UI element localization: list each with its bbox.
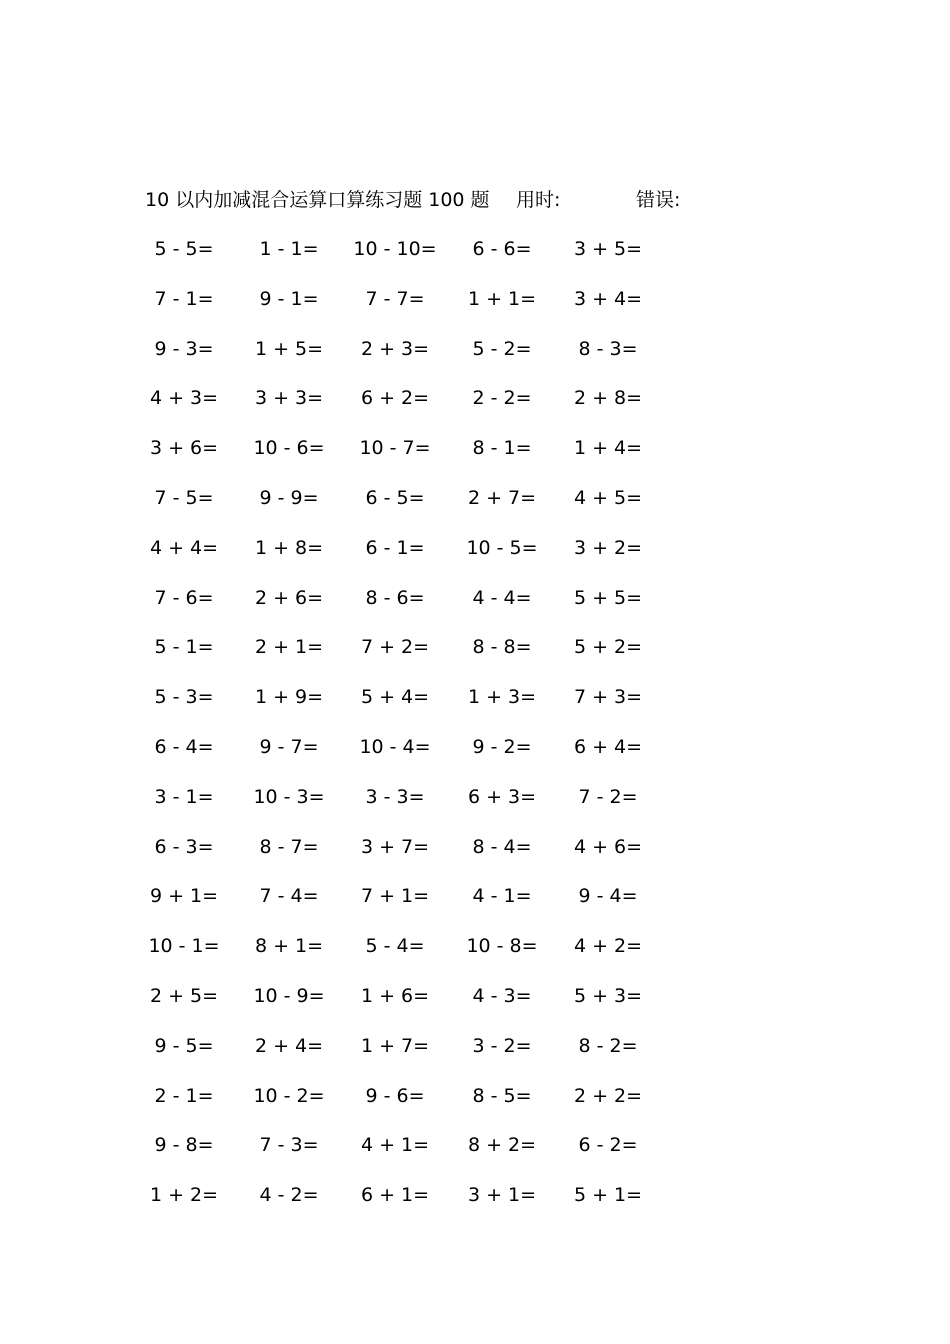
arithmetic-problem: 10 - 8=: [466, 935, 538, 958]
arithmetic-problem: 3 + 5=: [573, 238, 643, 260]
arithmetic-problem: 6 + 1=: [360, 1184, 430, 1207]
arithmetic-problem: 6 - 1=: [365, 536, 425, 559]
arithmetic-problem: 7 - 6=: [154, 586, 214, 609]
arithmetic-problem: 10 - 5=: [466, 536, 538, 559]
arithmetic-problem: 5 - 3=: [154, 686, 214, 709]
arithmetic-problem: 9 - 3=: [154, 337, 214, 360]
arithmetic-problem: 2 + 6=: [254, 586, 324, 609]
arithmetic-problem: 1 + 9=: [254, 686, 324, 709]
arithmetic-problem: 8 - 1=: [472, 437, 532, 460]
problem-row: [130, 1180, 670, 1230]
arithmetic-problem: 2 + 4=: [254, 1034, 324, 1057]
time-used-label: 用时:: [516, 189, 561, 211]
arithmetic-problem: 10 - 2=: [253, 1084, 325, 1107]
problem-row: [130, 632, 670, 682]
problem-row: [130, 583, 670, 633]
arithmetic-problem: 1 + 5=: [254, 337, 324, 360]
arithmetic-problem: 5 + 4=: [360, 686, 430, 709]
arithmetic-problem: 5 + 2=: [573, 636, 643, 659]
arithmetic-problem: 7 + 1=: [360, 885, 430, 908]
arithmetic-problem: 5 - 4=: [365, 935, 425, 958]
arithmetic-problem: 2 + 5=: [149, 984, 219, 1007]
arithmetic-problem: 6 - 5=: [365, 486, 425, 509]
worksheet-header: [145, 186, 845, 214]
arithmetic-problem: 6 - 6=: [472, 238, 532, 260]
arithmetic-problem: 5 - 5=: [154, 238, 214, 260]
arithmetic-problem: 1 + 3=: [467, 686, 537, 709]
arithmetic-problem: 5 + 5=: [573, 586, 643, 609]
arithmetic-problem: 8 + 2=: [467, 1134, 537, 1157]
arithmetic-problem: 4 + 6=: [573, 835, 643, 858]
problem-row: [130, 334, 670, 384]
problem-row: [130, 981, 670, 1031]
arithmetic-problem: 3 + 4=: [573, 287, 643, 310]
arithmetic-problem: 1 + 8=: [254, 536, 324, 559]
arithmetic-problem: 5 - 1=: [154, 636, 214, 659]
arithmetic-problem: 3 - 3=: [365, 785, 425, 808]
arithmetic-problem: 10 - 9=: [253, 984, 325, 1007]
arithmetic-problem: 4 + 3=: [149, 387, 219, 410]
problem-row: [130, 383, 670, 433]
problem-row: [130, 832, 670, 882]
arithmetic-problem: 2 - 2=: [472, 387, 532, 410]
problem-row: [130, 931, 670, 981]
arithmetic-problem: 10 - 7=: [359, 437, 431, 460]
arithmetic-problem: 8 + 1=: [254, 935, 324, 958]
arithmetic-problem: 4 + 2=: [573, 935, 643, 958]
arithmetic-problem: 4 - 4=: [472, 586, 532, 609]
arithmetic-problem: 10 - 6=: [253, 437, 325, 460]
arithmetic-problem: 7 - 5=: [154, 486, 214, 509]
arithmetic-problem: 7 - 1=: [154, 287, 214, 310]
arithmetic-problem: 3 + 6=: [149, 437, 219, 460]
arithmetic-problem: 2 + 3=: [360, 337, 430, 360]
arithmetic-problem: 4 - 2=: [259, 1184, 319, 1207]
arithmetic-problem: 10 - 10=: [353, 238, 437, 260]
arithmetic-problem: 3 + 2=: [573, 536, 643, 559]
arithmetic-problem: 9 - 7=: [259, 735, 319, 758]
arithmetic-problem: 10 - 3=: [253, 785, 325, 808]
problem-row: [130, 433, 670, 483]
problem-row: [130, 732, 670, 782]
arithmetic-problem: 8 - 5=: [472, 1084, 532, 1107]
problem-row: [130, 234, 670, 284]
arithmetic-problem: 9 + 1=: [149, 885, 219, 908]
arithmetic-problem: 4 - 1=: [472, 885, 532, 908]
arithmetic-problem: 8 - 7=: [259, 835, 319, 858]
problem-grid: [130, 234, 670, 1230]
arithmetic-problem: 7 + 2=: [360, 636, 430, 659]
arithmetic-problem: 4 + 5=: [573, 486, 643, 509]
arithmetic-problem: 7 + 3=: [573, 686, 643, 709]
arithmetic-problem: 1 + 6=: [360, 984, 430, 1007]
arithmetic-problem: 10 - 1=: [148, 935, 220, 958]
arithmetic-problem: 8 - 8=: [472, 636, 532, 659]
arithmetic-problem: 4 + 1=: [360, 1134, 430, 1157]
arithmetic-problem: 7 - 2=: [578, 785, 638, 808]
problem-row: [130, 483, 670, 533]
problem-row: [130, 533, 670, 583]
arithmetic-problem: 1 + 4=: [573, 437, 643, 460]
arithmetic-problem: 9 - 6=: [365, 1084, 425, 1107]
arithmetic-problem: 2 + 2=: [573, 1084, 643, 1107]
arithmetic-problem: 3 + 1=: [467, 1184, 537, 1207]
arithmetic-problem: 4 - 3=: [472, 984, 532, 1007]
arithmetic-problem: 3 - 2=: [472, 1034, 532, 1057]
problem-row: [130, 881, 670, 931]
arithmetic-problem: 2 + 1=: [254, 636, 324, 659]
arithmetic-problem: 8 - 6=: [365, 586, 425, 609]
arithmetic-problem: 3 - 1=: [154, 785, 214, 808]
arithmetic-problem: 6 - 2=: [578, 1134, 638, 1157]
arithmetic-problem: 8 - 2=: [578, 1034, 638, 1057]
arithmetic-problem: 9 - 1=: [259, 287, 319, 310]
arithmetic-problem: 7 - 3=: [259, 1134, 319, 1157]
arithmetic-problem: 5 + 1=: [573, 1184, 643, 1207]
arithmetic-problem: 4 + 4=: [149, 536, 219, 559]
arithmetic-problem: 5 - 2=: [472, 337, 532, 360]
arithmetic-problem: 1 + 1=: [467, 287, 537, 310]
arithmetic-problem: 6 + 4=: [573, 735, 643, 758]
arithmetic-problem: 9 - 2=: [472, 735, 532, 758]
arithmetic-problem: 7 - 4=: [259, 885, 319, 908]
arithmetic-problem: 6 + 3=: [467, 785, 537, 808]
arithmetic-problem: 7 - 7=: [365, 287, 425, 310]
problem-row: [130, 782, 670, 832]
arithmetic-problem: 6 + 2=: [360, 387, 430, 410]
arithmetic-problem: 6 - 3=: [154, 835, 214, 858]
arithmetic-problem: 1 + 2=: [149, 1184, 219, 1207]
arithmetic-problem: 10 - 4=: [359, 735, 431, 758]
arithmetic-problem: 9 - 4=: [578, 885, 638, 908]
problem-row: [130, 1130, 670, 1180]
arithmetic-problem: 1 + 7=: [360, 1034, 430, 1057]
arithmetic-problem: 3 + 7=: [360, 835, 430, 858]
arithmetic-problem: 8 - 3=: [578, 337, 638, 360]
arithmetic-problem: 2 - 1=: [154, 1084, 214, 1107]
arithmetic-problem: 9 - 9=: [259, 486, 319, 509]
problem-row: [130, 1081, 670, 1131]
arithmetic-problem: 2 + 8=: [573, 387, 643, 410]
worksheet-title: 10 以内加减混合运算口算练习题 100 题: [145, 189, 490, 211]
problem-row: [130, 1031, 670, 1081]
errors-label: 错误:: [636, 189, 681, 211]
arithmetic-problem: 2 + 7=: [467, 486, 537, 509]
arithmetic-problem: 9 - 8=: [154, 1134, 214, 1157]
problem-row: [130, 682, 670, 732]
arithmetic-problem: 6 - 4=: [154, 735, 214, 758]
arithmetic-problem: 1 - 1=: [259, 238, 319, 260]
arithmetic-problem: 5 + 3=: [573, 984, 643, 1007]
arithmetic-problem: 9 - 5=: [154, 1034, 214, 1057]
arithmetic-problem: 8 - 4=: [472, 835, 532, 858]
problem-row: [130, 284, 670, 334]
arithmetic-problem: 3 + 3=: [254, 387, 324, 410]
